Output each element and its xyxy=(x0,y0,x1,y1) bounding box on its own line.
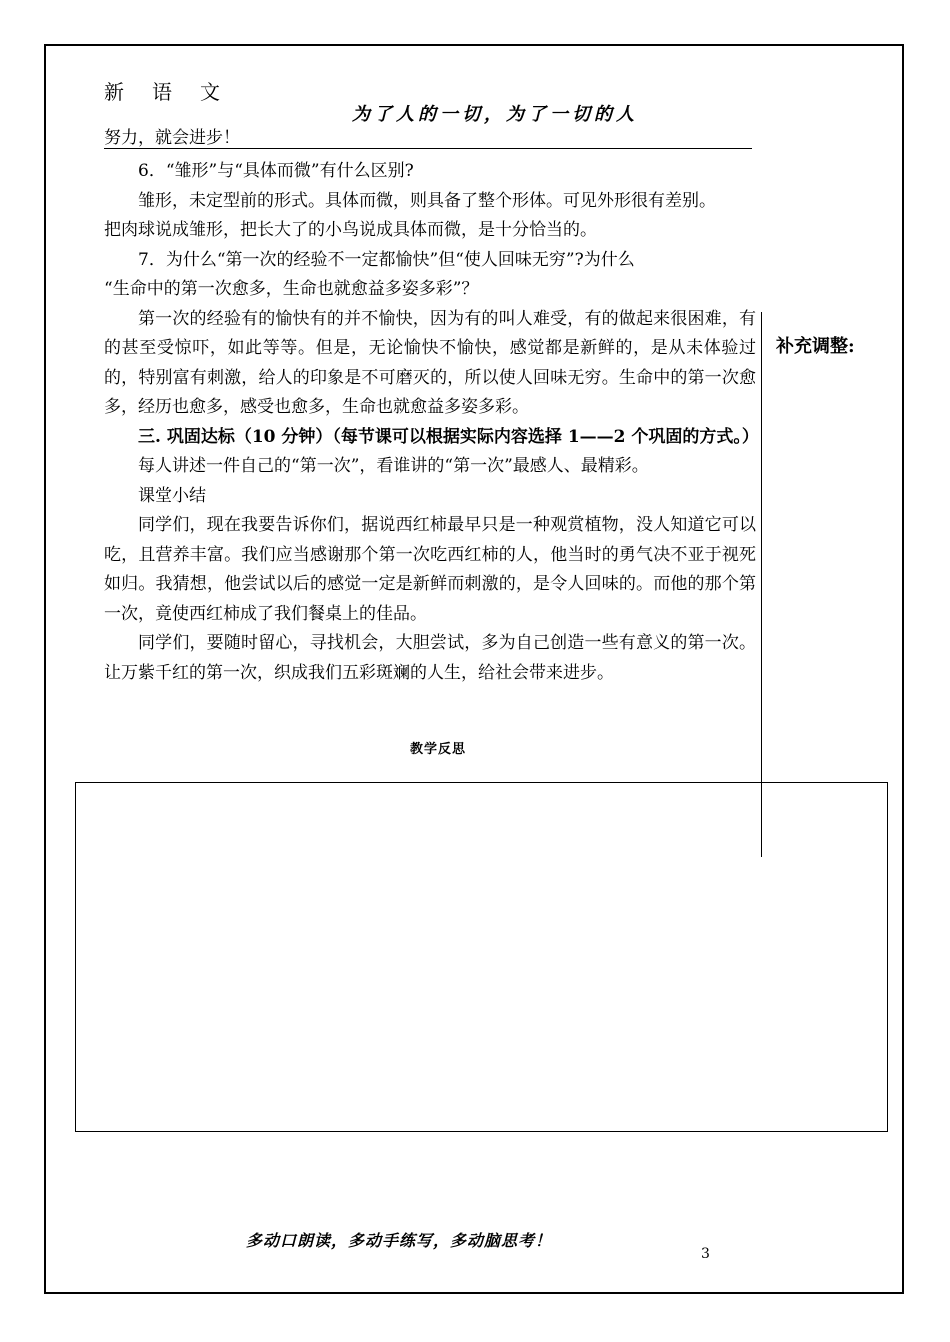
header-divider xyxy=(104,148,752,149)
header-motto: 为了人的一切，为了一切的人 xyxy=(352,104,638,125)
answer-6-line-1: 雏形，未定型前的形式。具体而微，则具备了整个形体。可见外形很有差别。 xyxy=(138,190,716,211)
header-title: 新语文 xyxy=(104,80,248,104)
sidebar-divider xyxy=(761,312,762,857)
reflection-box[interactable] xyxy=(75,782,888,1132)
reflection-title: 教学反思 xyxy=(410,742,467,757)
section-3-heading: 三. 巩固达标（10 分钟）（每节课可以根据实际内容选择 1——2 个巩固的方式。） xyxy=(138,426,759,447)
footer-slogan: 多动口朗读，多动手练写，多动脑思考！ xyxy=(246,1231,553,1250)
summary-heading: 课堂小结 xyxy=(138,485,206,506)
page-number: 3 xyxy=(701,1246,710,1262)
summary-paragraph-2: 同学们，要随时留心，寻找机会，大胆尝试，多为自己创造一些有意义的第一次。 让万紫千红的第一次，织成我们五彩斑斓的人生，给社会带来进步。 xyxy=(104,633,756,683)
answer-7: 第一次的经验有的愉快有的并不愉快，因为有的叫人难受，有的做起来很困难，有的甚至受惊吓，如此等等。但是，无论愉快不愉快，感觉都是新鲜的，是从未体验过的，特别富有刺激，给人的印象是不可磨灭的，所以使人回味无穷。生命中的第一次愈多，经历也愈多，感受也愈多，生命也就愈益多姿多彩。 xyxy=(104,308,756,417)
main-content xyxy=(104,157,759,688)
question-7-line-2: “生命中的第一次愈多，生命也就愈益多姿多彩”？ xyxy=(104,279,479,299)
question-7-line-1: 7．为什么“第一次的经验不一定都愉快”但“使人回味无穷”?为什么 xyxy=(138,249,635,270)
exercise-instruction: 每人讲述一件自己的“第一次”，看谁讲的“第一次”最感人、最精彩。 xyxy=(138,456,649,476)
question-6: 6．“雏形”与“具体而微”有什么区别? xyxy=(138,161,414,181)
answer-6-line-2: 把肉球说成雏形，把长大了的小鸟说成具体而微，是十分恰当的。 xyxy=(104,220,597,240)
header-subtitle: 努力，就会进步！ xyxy=(104,128,240,148)
sidebar-label: 补充调整: xyxy=(776,336,855,357)
summary-paragraph-1: 同学们，现在我要告诉你们，据说西红柿最早只是一种观赏植物，没人知道它可以吃，且营养丰富。我们应当感谢那个第一次吃西红柿的人，他当时的勇气决不亚于视死如归。我猜想，他尝试以后的感觉一定是新鲜而刺激的，是令人回味的。而他的那个第一次，竟使西红柿成了我们餐桌上的佳品。 xyxy=(104,515,756,624)
